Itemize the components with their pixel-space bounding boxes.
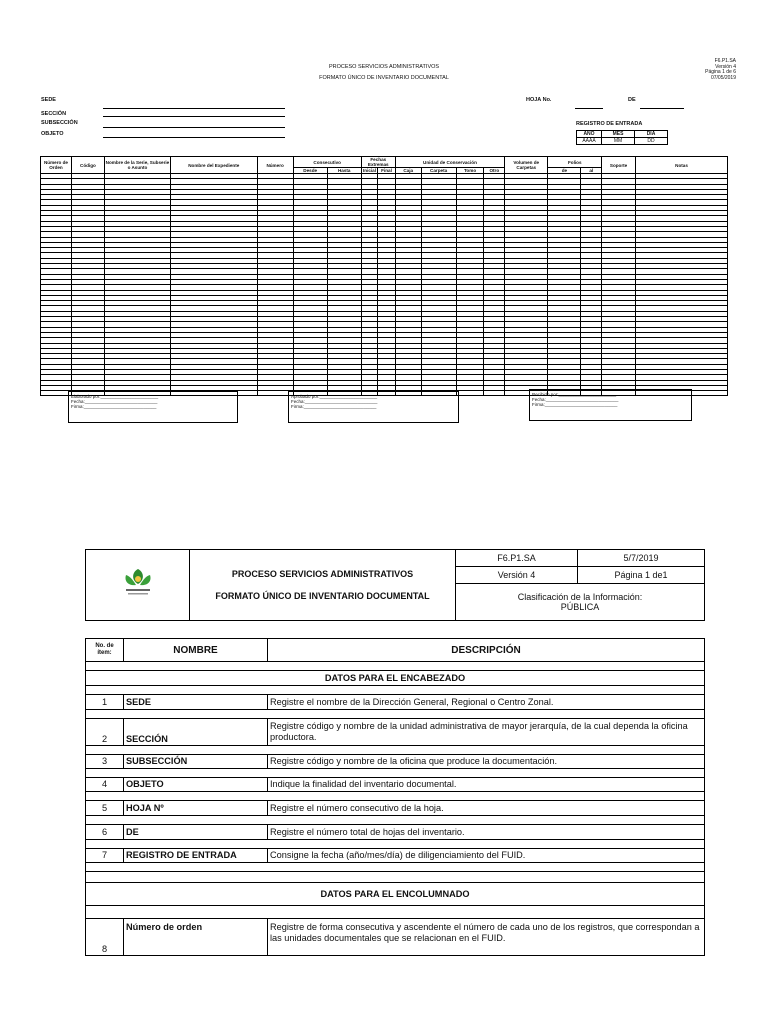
spacer-row [86,872,705,883]
item-description: Registre el número consecutivo de la hoja. [268,801,705,816]
col-final: Final [378,168,396,174]
signature-recibido-firma[interactable]: Firma:_____________________________ [532,402,618,407]
col-notas: Notas [636,157,728,174]
field-label-sede: SEDE [41,97,56,103]
form-process-title: PROCESO SERVICIOS ADMINISTRATIVOS [328,64,440,70]
inventory-table [40,156,728,396]
item-number: 5 [86,801,124,816]
signature-box-recibido [529,389,692,421]
item-number: 8 [86,919,124,956]
col-fechas: Fechas Extremas [361,157,395,168]
form-code: F6.P1.SA [714,58,736,64]
instructions-code: F6.P1.SA [456,550,578,567]
instructions-classification [456,584,705,621]
col-hasta: Hasta [327,168,361,174]
col-folios-de: de [548,168,581,174]
signature-elaborado-fecha[interactable]: Fecha:_____________________________ [71,399,158,404]
signature-aprobado-fecha[interactable]: Fecha:_____________________________ [291,399,378,404]
item-description: Indique la finalidad del inventario documental. [268,778,705,792]
section-encabezado: DATOS PARA EL ENCABEZADO [86,671,705,686]
spacer-row [86,816,705,825]
form-name-title: FORMATO ÚNICO DE INVENTARIO DOCUMENTAL [319,75,449,81]
field-label-subseccion: SUBSECCIÓN [41,120,78,126]
col-nombre-expediente: Nombre del Expediente [170,157,257,174]
field-line-seccion[interactable] [103,116,285,117]
signature-recibido-fecha[interactable]: Fecha:_____________________________ [532,397,619,402]
form-date: 07/05/2019 [710,74,736,81]
registro-label: REGISTRO DE ENTRADA [576,121,643,127]
item-number: 1 [86,695,124,710]
item-description: Registre el nombre de la Dirección General, Regional o Centro Zonal. [268,695,705,710]
col-no-item: No. de ítem: [86,639,124,662]
col-consecutivo: Consecutivo [293,157,361,168]
registro-val-anio[interactable]: AAAA [577,138,602,145]
item-description: Registre código y nombre de la unidad administrativa de mayor jerarquía, de la cual dependa la oficina productora. [268,719,705,746]
item-number: 3 [86,755,124,769]
col-caja: Caja [395,168,421,174]
logo-cell [86,550,190,621]
registro-val-dia[interactable]: DD [635,138,668,145]
form-header-title [0,62,768,84]
registro-val-mes[interactable]: MM [602,138,635,145]
item-description: Registre código y nombre de la oficina que produce la documentación. [268,755,705,769]
instructions-title-cell [190,550,456,621]
spacer-row [86,686,705,695]
item-name: SEDE [124,695,268,710]
col-tomo: Tomo [456,168,484,174]
item-name: SUBSECCIÓN [124,755,268,769]
item-description: Registre de forma consecutiva y ascendente el número de cada uno de los registros, que correspondan a las unidades documentales que se relacionan en el FUID. [268,919,705,956]
inventory-cell[interactable] [484,391,505,396]
col-numero-orden: Número de Orden [41,157,72,174]
item-number: 6 [86,825,124,840]
item-name: DE [124,825,268,840]
form-page: Página 1 de 6 [705,69,736,75]
de-line[interactable] [640,108,684,109]
col-volumen: Volumen de Carpetas [505,157,548,174]
field-line-objeto[interactable] [103,137,285,138]
field-line-sede[interactable] [103,108,285,109]
spacer-row [86,710,705,719]
signature-box-aprobado [288,391,459,423]
instructions-title-2: FORMATO ÚNICO DE INVENTARIO DOCUMENTAL [215,591,430,601]
spacer-row [86,769,705,778]
instructions-title-1: PROCESO SERVICIOS ADMINISTRATIVOS [231,569,414,579]
col-desde: Desde [293,168,327,174]
col-nombre-serie: Nombre de la Serie, Subserie o Asunto [104,157,170,174]
classification-label: Clasificación de la Información: [517,592,643,602]
instructions-page: Página 1 de1 [578,567,705,584]
field-label-seccion: SECCIÓN [41,111,67,117]
registro-table [576,130,668,145]
inventory-body [41,174,728,396]
spacer-row [86,746,705,755]
signature-recibido-line[interactable]: Recibido por:_______________________ [532,392,617,397]
form-version: Versión 4 [715,63,736,70]
spacer-row [86,906,705,919]
section-encolumnado: DATOS PARA EL ENCOLUMNADO [86,883,705,906]
inventory-cell[interactable] [456,391,484,396]
col-numero: Número [257,157,293,174]
spacer-row [86,662,705,671]
col-descripcion: DESCRIPCIÓN [268,639,705,662]
signature-elaborado-line[interactable]: Elaborado por:_______________________ [71,394,159,399]
signature-aprobado-firma[interactable]: Firma:_____________________________ [291,404,377,409]
instructions-date: 5/7/2019 [578,550,705,567]
item-name: SECCIÓN [124,719,268,746]
instructions-table [85,638,705,956]
col-unidad: Unidad de Conservación [395,157,504,168]
item-name: OBJETO [124,778,268,792]
spacer-row [86,840,705,849]
col-inicial: Inicial [362,168,377,173]
hoja-line[interactable] [575,108,603,109]
col-codigo: Código [71,157,104,174]
signature-aprobado-line[interactable]: Aprobado por:_______________________ [291,394,378,399]
col-nombre: NOMBRE [124,639,268,662]
hoja-label: HOJA No. [526,97,552,103]
item-description: Consigne la fecha (año/mes/día) de diligenciamiento del FUID. [268,849,705,863]
col-folios: Folios [548,157,602,168]
item-description: Registre el número total de hojas del inventario. [268,825,705,840]
de-label: DE [628,97,636,103]
signature-elaborado-firma[interactable]: Firma:_____________________________ [71,404,157,409]
spacer-row [86,863,705,872]
col-carpeta: Carpeta [421,168,456,174]
signature-box-elaborado [68,391,238,423]
field-label-objeto: OBJETO [41,131,64,137]
item-number: 2 [86,719,124,746]
spacer-row [86,792,705,801]
classification-value: PÚBLICA [560,602,600,612]
item-number: 7 [86,849,124,863]
form-header-meta [705,59,736,81]
registro-col-anio: AÑO [577,131,602,138]
item-name: HOJA Nº [124,801,268,816]
item-name: Número de orden [124,919,268,956]
col-soporte: Soporte [602,157,636,174]
registro-col-dia: DIA [635,131,668,138]
item-name: REGISTRO DE ENTRADA [124,849,268,863]
item-number: 4 [86,778,124,792]
field-line-subseccion[interactable] [103,127,285,128]
registro-col-mes: MES [602,131,635,138]
col-otro: Otro [484,168,505,174]
instructions-header [85,549,705,621]
col-folios-al: al [581,168,602,174]
icbf-logo-icon [118,566,158,602]
inventory-cell[interactable] [41,391,72,396]
instructions-version: Versión 4 [456,567,578,584]
